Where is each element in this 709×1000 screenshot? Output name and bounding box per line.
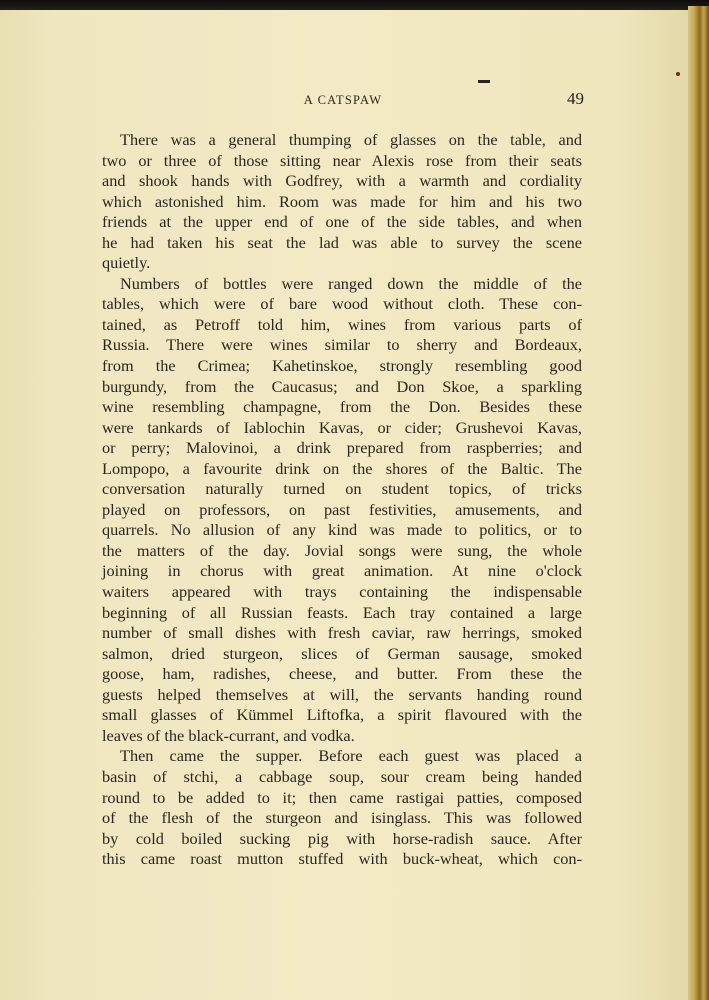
text-line: wine resembling champagne, from the Don. Besides these	[102, 397, 582, 417]
text-line: Numbers of bottles were ranged down the middle of the	[120, 273, 582, 293]
text-line: he had taken his seat the lad was able to survey the scene	[102, 232, 582, 252]
text-line: basin of stchi, a cabbage soup, sour cream being handed	[102, 766, 582, 786]
text-line: salmon, dried sturgeon, slices of German sausage, smoked	[102, 643, 582, 663]
text-line: burgundy, from the Caucasus; and Don Skoe, a sparkling	[102, 376, 582, 396]
text-line: friends at the upper end of one of the side tables, and when	[102, 212, 582, 232]
text-line: joining in chorus with great animation. At nine o'clock	[102, 561, 582, 581]
text-line: quietly.	[102, 253, 151, 273]
text-line: quarrels. No allusion of any kind was made to politics, or to	[102, 520, 582, 540]
text-line: from the Crimea; Kahetinskoe, strongly resembling good	[102, 356, 582, 376]
text-line: tables, which were of bare wood without cloth. These con-	[102, 294, 582, 314]
printer-mark	[478, 80, 490, 83]
page-header	[102, 89, 584, 111]
page-number: 49	[567, 89, 584, 108]
text-line: tained, as Petroff told him, wines from various parts of	[102, 314, 582, 334]
text-line: small glasses of Kümmel Liftofka, a spirit flavoured with the	[102, 705, 582, 725]
text-line: conversation naturally turned on student topics, of tricks	[102, 479, 582, 499]
text-line: Russia. There were wines similar to sherry and Bordeaux,	[102, 335, 582, 355]
body-text	[102, 130, 582, 870]
text-line: the matters of the day. Jovial songs were sung, the whole	[102, 540, 582, 560]
page-gilt-edge	[688, 6, 709, 1000]
text-line: which astonished him. Room was made for him and his two	[102, 191, 582, 211]
text-line: waiters appeared with trays containing the indispensable	[102, 582, 582, 602]
text-line: two or three of those sitting near Alexis rose from their seats	[102, 150, 582, 170]
text-line: leaves of the black-currant, and vodka.	[102, 725, 355, 745]
text-line: guests helped themselves at will, the servants handing round	[102, 684, 582, 704]
text-line: or perry; Malovinoi, a drink prepared from raspberries; and	[102, 438, 582, 458]
text-line: Lompopo, a favourite drink on the shores of the Baltic. The	[102, 458, 582, 478]
text-line: beginning of all Russian feasts. Each tray contained a large	[102, 602, 582, 622]
text-line: of the flesh of the sturgeon and isinglass. This was followed	[102, 808, 582, 828]
edge-spot	[676, 72, 680, 76]
running-title: A CATSPAW	[303, 93, 383, 107]
text-line: Then came the supper. Before each guest was placed a	[120, 746, 582, 766]
text-line: There was a general thumping of glasses on the table, and	[120, 130, 582, 149]
text-line: by cold boiled sucking pig with horse-radish sauce. After	[102, 828, 582, 848]
text-line: goose, ham, radishes, cheese, and butter. From these the	[102, 664, 582, 684]
text-line: were tankards of Iablochin Kavas, or cider; Grushevoi Kavas,	[102, 417, 582, 437]
text-line: round to be added to it; then came rastigai patties, composed	[102, 787, 582, 807]
text-line: and shook hands with Godfrey, with a warmth and cordiality	[102, 171, 582, 191]
text-line: number of small dishes with fresh caviar, raw herrings, smoked	[102, 623, 582, 643]
text-line: played on professors, on past festivities, amusements, and	[102, 499, 582, 519]
text-line: this came roast mutton stuffed with buck-wheat, which con-	[102, 849, 582, 869]
